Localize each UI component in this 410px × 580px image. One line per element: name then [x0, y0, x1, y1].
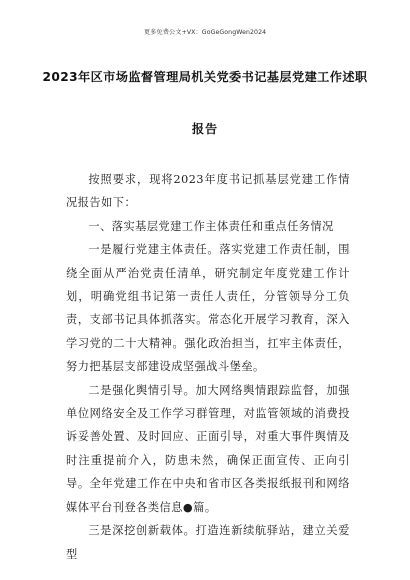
- paragraph-item-1: 一是履行党建主体责任。落实党建工作责任制，围绕全面从严治党责任清单，研究制定年度党建工作计划，明确党组书记第一责任人责任，分管领导分工负责，支部书记具体抓落实。常态化开展学习教育，深入学习党的二十大精神。强化政治担当，扛牢主体责任，努力把基层支部建设成坚强战斗堡垒。: [66, 243, 350, 374]
- document-body: [66, 168, 350, 566]
- document-title: 2023年区市场监督管理局机关党委书记基层党建工作述职: [42, 70, 368, 84]
- paragraph-item-2: 二是强化舆情引导。加大网络舆情跟踪监督，加强单位网络安全及工作学习群管理，对监管领域的消费投诉妥善处置、及时回应、正面引导，对重大事件舆情及时注重提前介入，防患未然，确保正面宣传、正向引导。全年党建工作在中央和省市区各类报纸报刊和网络媒体平台刊登各类信息●篇。: [66, 383, 350, 514]
- paragraph-item-3: 三是深挖创新载体。打造连新续航驿站，建立关爱型: [66, 524, 350, 561]
- document-title-continuation: 报告: [191, 122, 219, 136]
- section-heading: 一、落实基层党建工作主体责任和重点任务情况: [88, 219, 334, 233]
- paragraph-intro: 按照要求，现将2023年度书记抓基层党建工作情况报告如下：: [66, 173, 350, 210]
- header-note: 更多免费公文+VX：GoGeGongWen2024: [143, 29, 267, 36]
